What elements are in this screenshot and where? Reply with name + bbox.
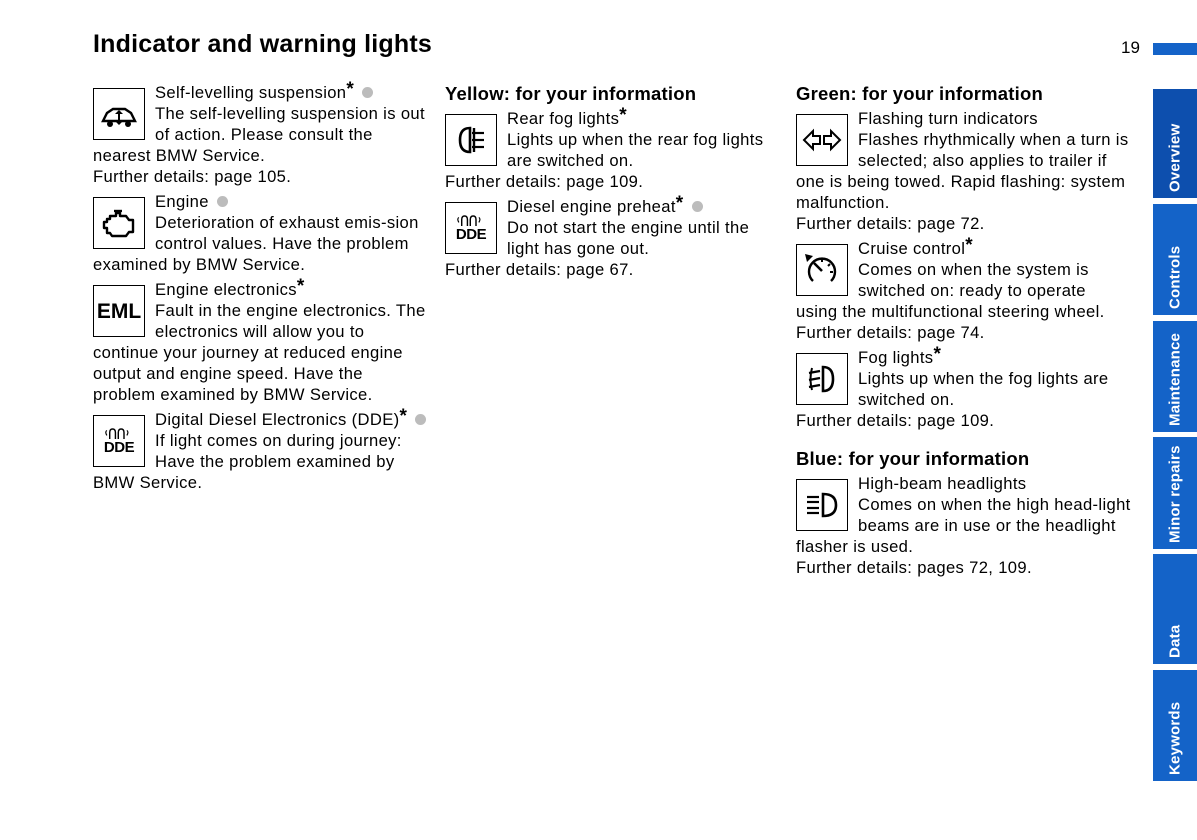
fog-light-icon [796, 353, 848, 405]
column-right [796, 82, 1132, 582]
optional-star: * [296, 276, 305, 297]
entry-text: Comes on when the high head-light beams are in use or the headlight flasher is used. [796, 495, 1131, 556]
entry-details: Further details: page 72. [796, 214, 985, 233]
column-left [93, 79, 429, 497]
page-number: 19 [1121, 38, 1140, 57]
section-heading-yellow: Yellow: for your information [445, 83, 697, 104]
tab-label: Keywords [1166, 701, 1184, 775]
tab-label: Data [1166, 624, 1184, 658]
tab-keywords[interactable] [1153, 670, 1197, 781]
entry-title: Rear fog lights [507, 109, 620, 128]
dde-icon [93, 415, 145, 467]
entry-fog-lights [796, 344, 1132, 431]
dde-icon-label: DDE [455, 226, 487, 243]
tab-label: Minor repairs [1166, 445, 1184, 543]
entry-details: Further details: pages 72, 109. [796, 558, 1032, 577]
tab-label: Maintenance [1166, 332, 1184, 426]
entry-details: Further details: page 67. [445, 260, 634, 279]
entry-text: Lights up when the fog lights are switched on. [858, 369, 1109, 409]
entry-diesel-preheat [445, 193, 781, 280]
entry-title: Fog lights [858, 348, 934, 367]
entry-text: Deterioration of exhaust emis-sion control values. Have the problem examined by BMW Service. [93, 213, 419, 274]
suspension-warning-icon [93, 88, 145, 140]
high-beam-icon [796, 479, 848, 531]
tab-label: Overview [1166, 123, 1184, 192]
page-number-bar [1153, 43, 1197, 55]
diesel-preheat-icon [445, 202, 497, 254]
eml-icon-label: EML [96, 299, 142, 323]
optional-star: * [675, 193, 684, 214]
optional-star: * [399, 406, 408, 427]
cruise-control-icon [796, 244, 848, 296]
entry-title: Flashing turn indicators [858, 109, 1038, 128]
entry-title: Cruise control [858, 239, 966, 258]
entry-details: Further details: page 105. [93, 167, 292, 186]
entry-title: Engine electronics [155, 280, 297, 299]
column-middle [445, 82, 781, 284]
section-heading-green: Green: for your information [796, 83, 1043, 104]
entry-title: High-beam headlights [858, 474, 1027, 493]
entry-title: Digital Diesel Electronics (DDE) [155, 410, 400, 429]
gray-dot-icon [415, 414, 426, 425]
entry-digital-diesel-electronics [93, 406, 429, 493]
tab-data[interactable] [1153, 554, 1197, 664]
eml-icon [93, 285, 145, 337]
optional-star: * [619, 105, 627, 126]
turn-indicator-icon [796, 114, 848, 166]
entry-engine-electronics [93, 276, 429, 405]
optional-star: * [933, 344, 942, 365]
entry-self-levelling-suspension [93, 79, 429, 187]
tab-maintenance[interactable] [1153, 321, 1197, 432]
entry-text: Flashes rhythmically when a turn is selected; also applies to trailer if one is being towed. Rapid flashing: system malfunction. [796, 130, 1129, 212]
entry-turn-indicators [796, 108, 1132, 234]
entry-details: Further details: page 74. [796, 323, 985, 342]
tab-minor-repairs[interactable] [1153, 437, 1197, 549]
entry-high-beam [796, 473, 1132, 578]
tab-label: Controls [1166, 245, 1184, 309]
entry-details: Further details: page 109. [445, 172, 644, 191]
rear-fog-light-icon [445, 114, 497, 166]
dde-icon-label: DDE [103, 439, 135, 456]
entry-title: Diesel engine preheat [507, 197, 676, 216]
entry-cruise-control [796, 235, 1132, 343]
tab-controls[interactable] [1153, 204, 1197, 315]
entry-text: Lights up when the rear fog lights are switched on. [507, 130, 764, 170]
optional-star: * [965, 235, 974, 256]
section-heading-blue: Blue: for your information [796, 448, 1030, 469]
entry-details: Further details: page 109. [796, 411, 995, 430]
entry-text: Do not start the engine until the light has gone out. [507, 218, 750, 258]
engine-icon [93, 197, 145, 249]
entry-text: Fault in the engine electronics. The electronics will allow you to continue your journey at reduced engine output and engine speed. Have the problem examined by BMW Service. [93, 301, 426, 404]
tab-overview[interactable] [1153, 89, 1197, 198]
entry-title: Engine [155, 192, 209, 211]
entry-rear-fog-lights [445, 105, 781, 192]
entry-engine [93, 191, 429, 275]
gray-dot-icon [217, 196, 228, 207]
gray-dot-icon [362, 87, 373, 98]
entry-text: Comes on when the system is switched on: ready to operate using the multifunctional steering wheel. [796, 260, 1105, 321]
entry-text: If light comes on during journey: Have the problem examined by BMW Service. [93, 431, 402, 492]
entry-title: Self-levelling suspension [155, 83, 347, 102]
entry-text: The self-levelling suspension is out of action. Please consult the nearest BMW Service. [93, 104, 425, 165]
gray-dot-icon [692, 201, 703, 212]
optional-star: * [346, 79, 355, 100]
page-title: Indicator and warning lights [93, 30, 432, 58]
